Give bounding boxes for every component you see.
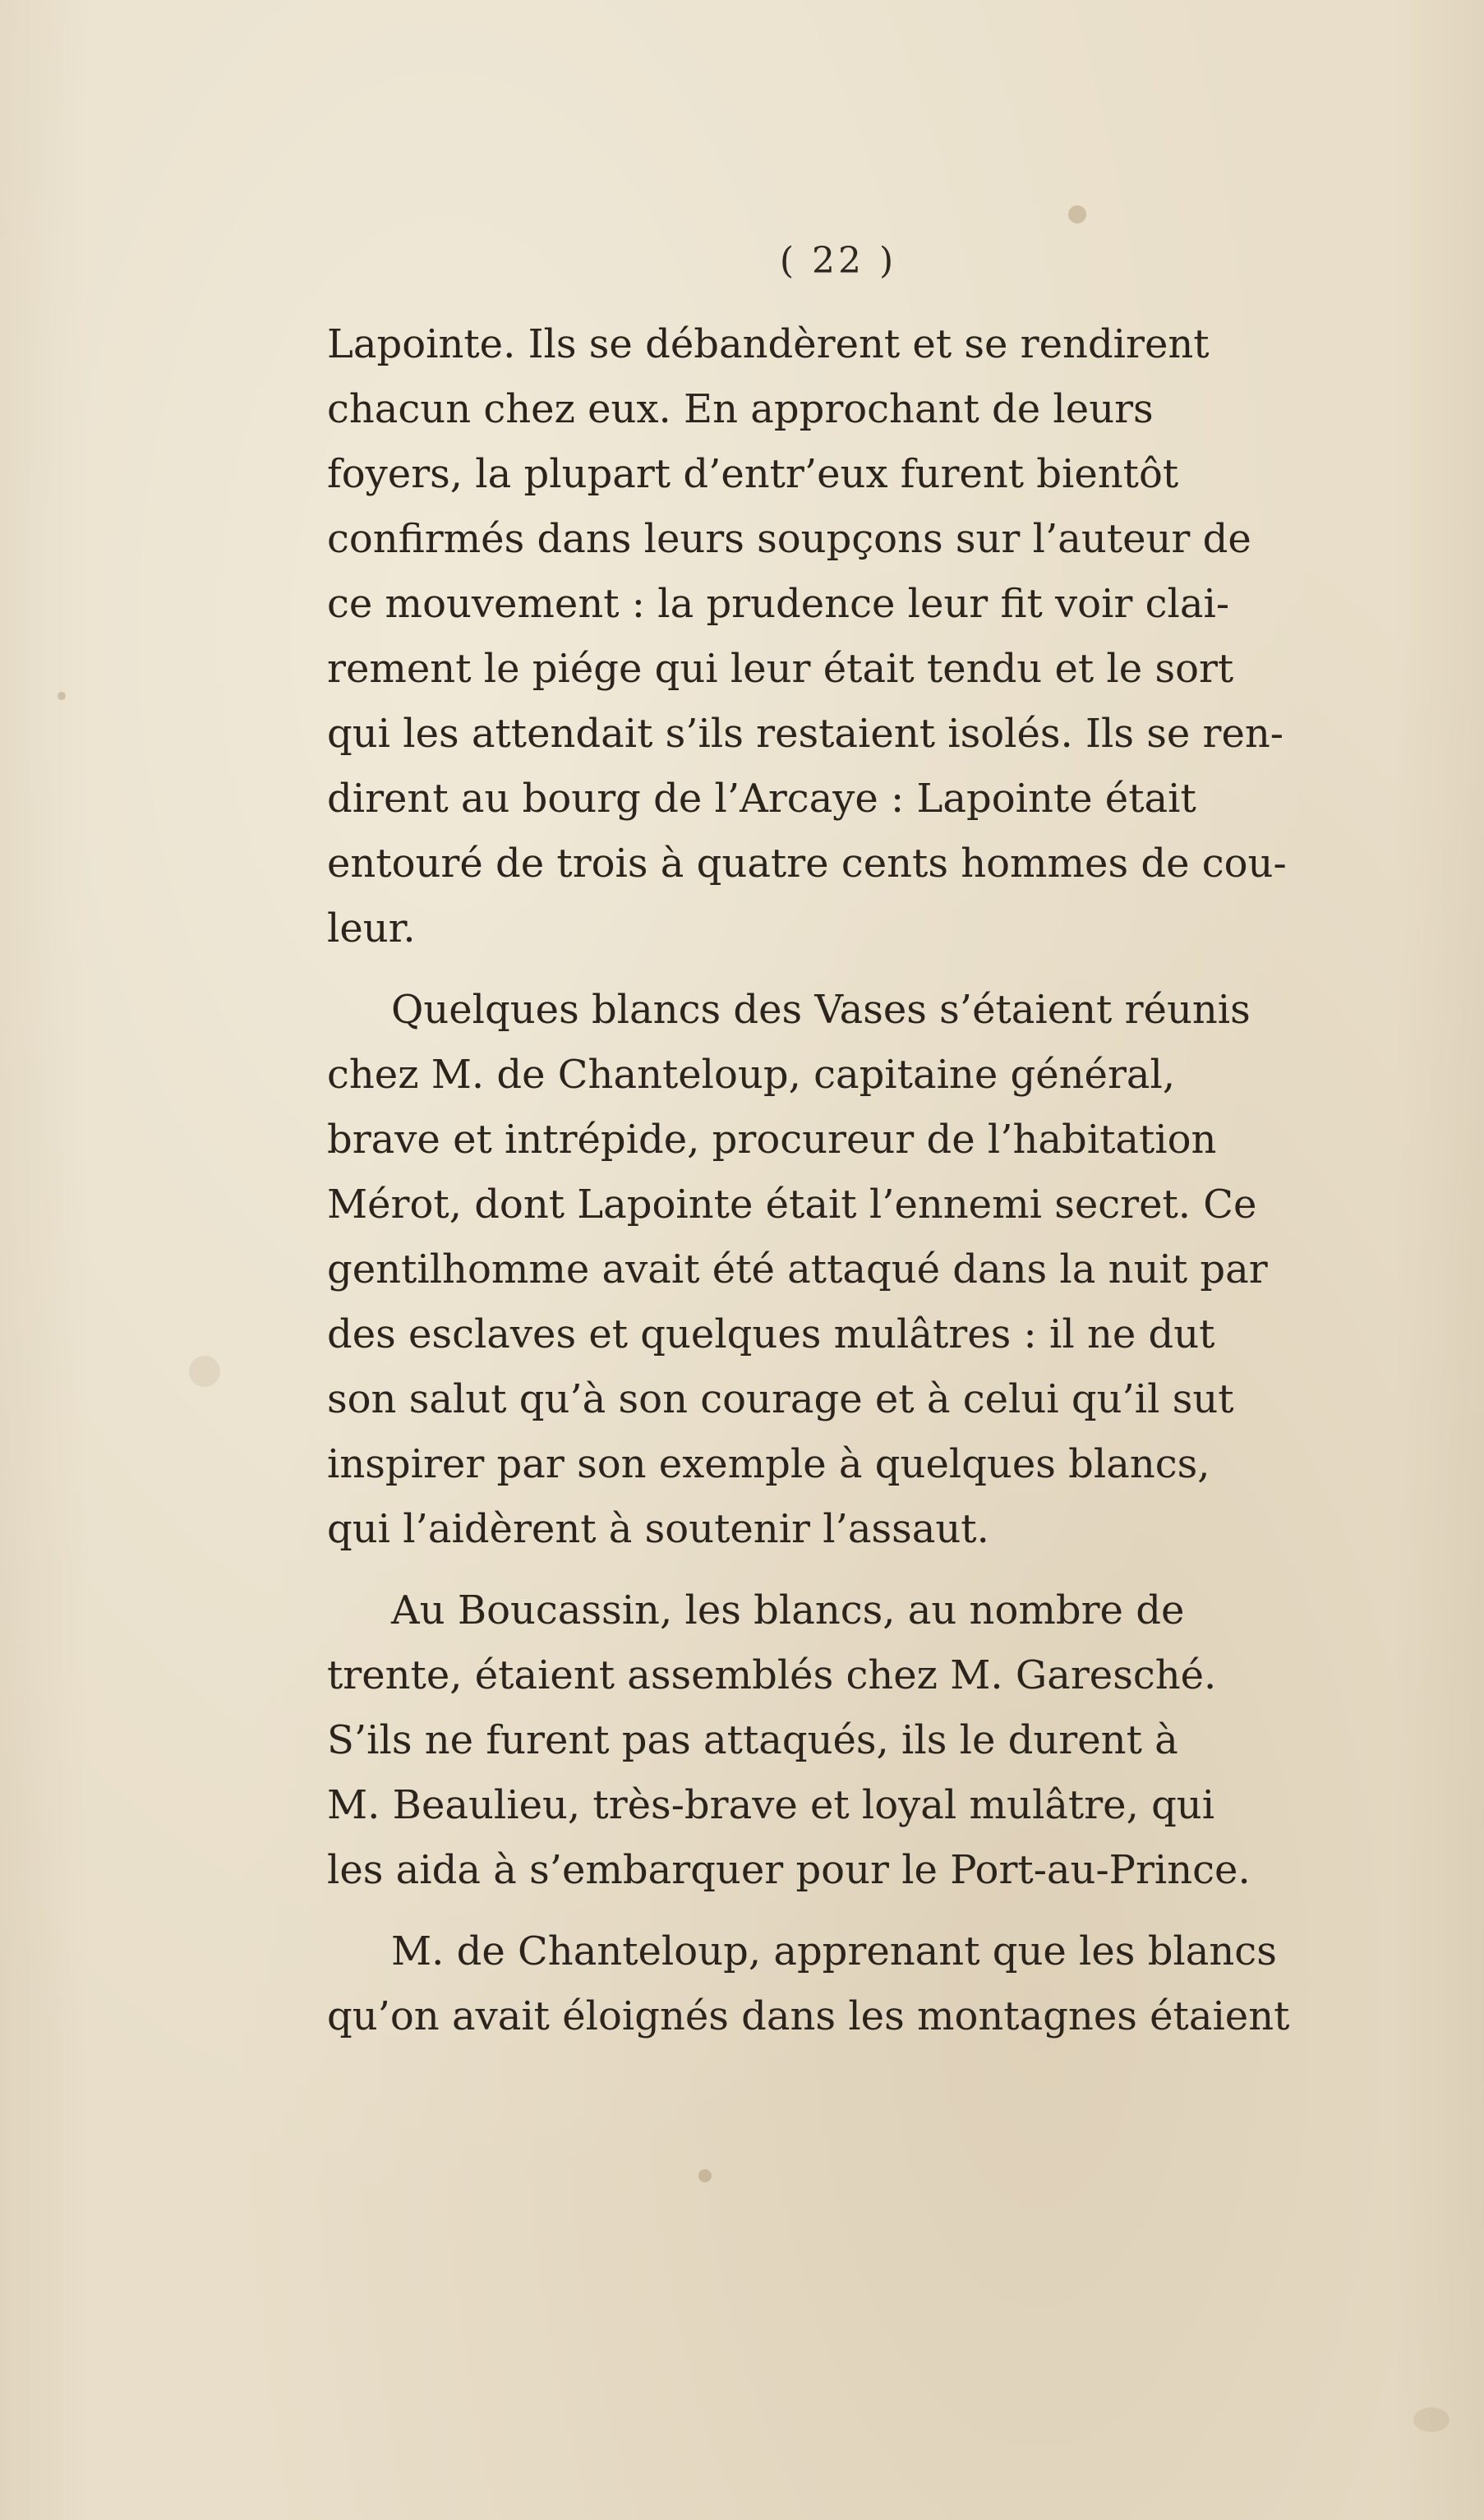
text-line: ce mouvement : la prudence leur fit voir clai- — [327, 581, 1230, 627]
text-line: qui les attendait s’ils restaient isolés. Ils se ren- — [327, 711, 1284, 757]
text-line: qu’on avait éloignés dans les montagnes étaient — [327, 1993, 1290, 2039]
text-line: les aida à s’embarquer pour le Port-au-Prince. — [327, 1847, 1251, 1893]
paragraph-start-line: Au Boucassin, les blancs, au nombre de — [391, 1587, 1185, 1633]
text-line: Lapointe. Ils se débandèrent et se rendirent — [327, 321, 1210, 367]
text-line: gentilhomme avait été attaqué dans la nuit par — [327, 1246, 1268, 1292]
text-line: chez M. de Chanteloup, capitaine général, — [327, 1052, 1176, 1098]
text-line: dirent au bourg de l’Arcaye : Lapointe était — [327, 776, 1196, 822]
text-line: confirmés dans leurs soupçons sur l’auteur de — [327, 516, 1251, 562]
text-line: foyers, la plupart d’entr’eux furent bientôt — [327, 451, 1179, 497]
body-text — [327, 312, 1362, 2049]
paragraph-start-line: Quelques blancs des Vases s’étaient réunis — [391, 987, 1251, 1033]
paper-stain — [189, 1356, 220, 1387]
text-line: S’ils ne furent pas attaqués, ils le durent à — [327, 1717, 1178, 1763]
text-line: son salut qu’à son courage et à celui qu’il sut — [327, 1376, 1234, 1422]
text-line: inspirer par son exemple à quelques blancs, — [327, 1441, 1210, 1487]
text-line: brave et intrépide, procureur de l’habitation — [327, 1117, 1217, 1163]
text-line: Mérot, dont Lapointe était l’ennemi secret. Ce — [327, 1182, 1257, 1228]
paper-stain — [1413, 2407, 1449, 2432]
text-line: entouré de trois à quatre cents hommes de cou- — [327, 841, 1287, 887]
paper-stain — [58, 692, 66, 700]
text-line: leur. — [327, 905, 416, 951]
paper-stain — [698, 2169, 712, 2182]
text-line: M. Beaulieu, très-brave et loyal mulâtre, qui — [327, 1782, 1215, 1828]
text-line: trente, étaient assemblés chez M. Garesché. — [327, 1652, 1217, 1698]
paragraph-start-line: M. de Chanteloup, apprenant que les blancs — [391, 1928, 1277, 1974]
text-line: chacun chez eux. En approchant de leurs — [327, 386, 1154, 432]
paper-stain — [1068, 205, 1086, 223]
text-line: rement le piége qui leur était tendu et le sort — [327, 646, 1234, 692]
text-line: qui l’aidèrent à soutenir l’assaut. — [327, 1506, 989, 1552]
text-line: des esclaves et quelques mulâtres : il ne dut — [327, 1311, 1215, 1357]
page-number: ( 22 ) — [779, 240, 897, 282]
